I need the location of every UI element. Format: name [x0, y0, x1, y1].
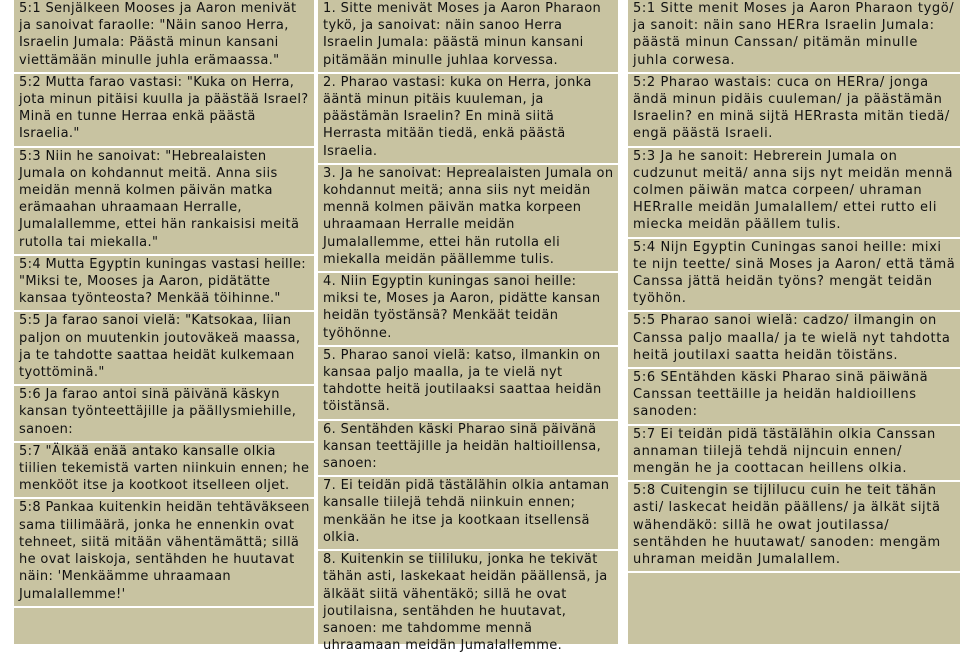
verse-cell: 8. Kuitenkin se tiililuku, jonka he tekivät tähän asti, laskekaat heidän päällensä, ja älkäät siitä vähentäkö; sillä he ovat joutilaisna, sentähden he huutavat, sanoen: me tahdomme mennä uhraamaan meidän Jumalallemme. [318, 551, 618, 659]
verse-cell: 5:5 Pharao sanoi wielä: cadzo/ ilmangin on Canssa paljo maalla/ ja te wielä nyt tahdotta heitä joutilaxi saatta heidän töistäns. [628, 312, 960, 369]
verse-cell: 6. Sentähden käski Pharao sinä päivänä kansan teettäjille ja heidän haltioillensa, sanoen: [318, 421, 618, 478]
verse-cell: 5:8 Pankaa kuitenkin heidän tehtäväkseen sama tiilimäärä, jonka he ennenkin ovat tehneet, siitä mitään vähentämättä; sillä he ovat laiskoja, sentähden he huutavat näin: 'Menkäämme uhraamaan Jumalallemme!' [14, 499, 314, 607]
verse-cell: 5:3 Niin he sanoivat: "Hebrealaisten Jumala on kohdannut meitä. Anna siis meidän mennä kolmen päivän matka erämaahan uhraamaan Herralle, Jumalallemme, ettei hän rankaisisi meitä rutolla tai miekalla." [14, 148, 314, 256]
verse-cell: 5:2 Pharao wastais: cuca on HERra/ jonga ändä minun pidäis cuuleman/ ja päästämän Israelin? en minä sijtä HERrasta mitän tiedä/ engä päästä Israeli. [628, 74, 960, 148]
verse-cell: 5:8 Cuitengin se tijlilucu cuin he teit tähän asti/ laskecat heidän päällens/ ja älkät sijtä wähendäkö: sillä he owat joutilassa/ sentähden he huutawat/ sanoden: mengäm uhraman meidän Jumalallem. [628, 482, 960, 573]
verse-cell: 1. Sitte menivät Moses ja Aaron Pharaon tykö, ja sanoivat: näin sanoo Herra Israelin Jumala: päästä minun kansani pitämään minulle juhlaa korvessa. [318, 0, 618, 74]
verse-cell: 5:7 "Älkää enää antako kansalle olkia tiilien tekemistä varten niinkuin ennen; he menkööt itse ja kootkoot itselleen oljet. [14, 443, 314, 500]
verse-cell: 5:5 Ja farao sanoi vielä: "Katsokaa, liian paljon on muutenkin joutoväkeä maassa, ja te tahdotte saattaa heidät kulkemaan tyottöminä." [14, 312, 314, 386]
verse-cell: 5:6 SEntähden käski Pharao sinä päiwänä Canssan teettäille ja heidän haldioillens sanoden: [628, 369, 960, 426]
verse-cell: 3. Ja he sanoivat: Heprealaisten Jumala on kohdannut meitä; anna siis nyt meidän mennä kolmen päivän matka korpeen uhraamaan Herralle meidän Jumalallemme, ettei hän rutolla eli miekalla meidän päällemme tulis. [318, 165, 618, 273]
verse-cell: 5:3 Ja he sanoit: Hebrerein Jumala on cudzunut meitä/ anna sijs nyt meidän mennä colmen päiwän matca corpeen/ uhraman HERralle meidän Jumalallem/ ettei rutto eli miecka meidän päällem tulis. [628, 148, 960, 239]
verse-cell: 5:6 Ja farao antoi sinä päivänä käskyn kansan työnteettäjille ja päällysmiehille, sanoen: [14, 386, 314, 443]
column-1642-translation [628, 0, 960, 644]
verse-cell: 5. Pharao sanoi vielä: katso, ilmankin on kansaa paljo maalla, ja te vielä nyt tahdotte heitä joutilaaksi saattaa heidän töistänsä. [318, 347, 618, 421]
verse-cell: 5:1 Sitte menit Moses ja Aaron Pharaon tygö/ ja sanoit: näin sano HERra Israelin Jumala: päästä minun Canssan/ pitämän minulle juhla corwesa. [628, 0, 960, 74]
verse-cell: 5:7 Ei teidän pidä tästälähin olkia Canssan annaman tiilejä tehdä nijncuin ennen/ mengän he ja coottacan heillens olkia. [628, 426, 960, 483]
verse-cell: 4. Niin Egyptin kuningas sanoi heille: miksi te, Moses ja Aaron, pidätte kansan heidän työstänsä? Menkäät teidän työhönne. [318, 273, 618, 347]
verse-cell: 7. Ei teidän pidä tästälähin olkia antaman kansalle tiilejä tehdä niinkuin ennen; menkään he itse ja kootkaan itsellensä olkia. [318, 477, 618, 551]
verse-cell: 5:1 Senjälkeen Mooses ja Aaron menivät ja sanoivat faraolle: "Näin sanoo Herra, Israelin Jumala: Päästä minun kansani viettämään minulle juhla erämaassa." [14, 0, 314, 74]
verse-cell: 5:4 Nijn Egyptin Cuningas sanoi heille: mixi te nijn teette/ sinä Moses ja Aaron/ että tämä Canssa jättä heidän työns? mengät teidän työhön. [628, 239, 960, 313]
column-1776-translation [318, 0, 618, 654]
verse-cell: 2. Pharao vastasi: kuka on Herra, jonka ääntä minun pitäis kuuleman, ja päästämän Israelin? En minä siitä Herrasta mitään tiedä, enkä päästä Israelia. [318, 74, 618, 165]
verse-cell: 5:2 Mutta farao vastasi: "Kuka on Herra, jota minun pitäisi kuulla ja päästää Israel? Minä en tunne Herraa enkä päästä Israelia." [14, 74, 314, 148]
verse-comparison-table [14, 0, 960, 654]
verse-cell: 5:4 Mutta Egyptin kuningas vastasi heille: "Miksi te, Mooses ja Aaron, pidätätte kansaa työnteosta? Menkää töihinne." [14, 256, 314, 313]
column-modern-translation [14, 0, 314, 644]
